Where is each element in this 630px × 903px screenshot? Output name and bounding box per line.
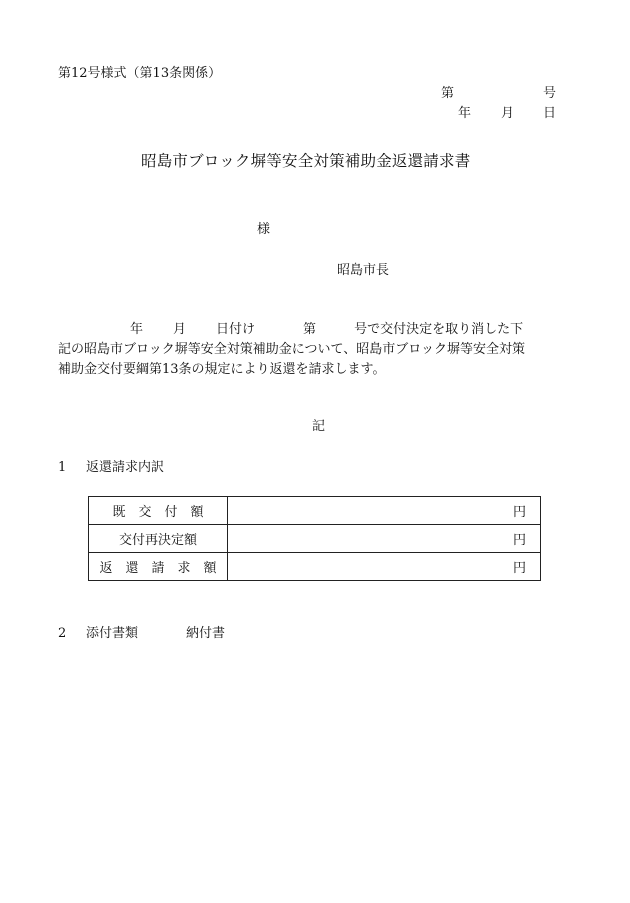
body-year: 年 (130, 322, 144, 337)
paragraph-line-2: 記の昭島市ブロック塀等安全対策補助金について、昭島市ブロック塀等安全対策 (58, 342, 525, 357)
paragraph-line-1 (58, 320, 573, 340)
table-row (89, 525, 541, 553)
body-month: 月 (173, 322, 187, 337)
document-title: 昭島市ブロック塀等安全対策補助金返還請求書 (141, 152, 471, 170)
body-dated: 日付け (216, 322, 256, 337)
table-row (89, 497, 541, 525)
date-month: 月 (501, 106, 515, 121)
section1-number: 1 (58, 460, 67, 475)
addressee-honorific: 様 (257, 222, 271, 237)
row-label-redetermined: 交付再決定額 (89, 525, 228, 553)
row-unit: 円 (228, 525, 541, 553)
section2-number: 2 (58, 626, 67, 641)
body-number-prefix: 第 (303, 322, 317, 337)
row-unit: 円 (228, 497, 541, 525)
paragraph-line-3: 補助金交付要綱第13条の規定により返還を請求します。 (58, 362, 386, 377)
document-number-suffix: 号 (543, 86, 557, 101)
request-paragraph (58, 320, 573, 380)
refund-breakdown-table (88, 496, 541, 581)
row-label-refund-requested: 返 還 請 求 額 (89, 553, 228, 581)
document-number-prefix: 第 (441, 86, 455, 101)
form-identifier: 第12号様式（第13条関係） (58, 66, 222, 81)
body-line1-tail: 号で交付決定を取り消した下 (354, 322, 524, 337)
row-unit: 円 (228, 553, 541, 581)
row-label-already-granted: 既 交 付 額 (89, 497, 228, 525)
section1-title: 返還請求内訳 (86, 460, 165, 475)
date-day: 日 (543, 106, 557, 121)
section2-title: 添付書類 (86, 626, 139, 641)
attachment-value: 納付書 (186, 626, 226, 641)
ki-heading: 記 (312, 419, 326, 434)
date-year: 年 (458, 106, 472, 121)
table-row (89, 553, 541, 581)
sender-name: 昭島市長 (337, 263, 390, 278)
